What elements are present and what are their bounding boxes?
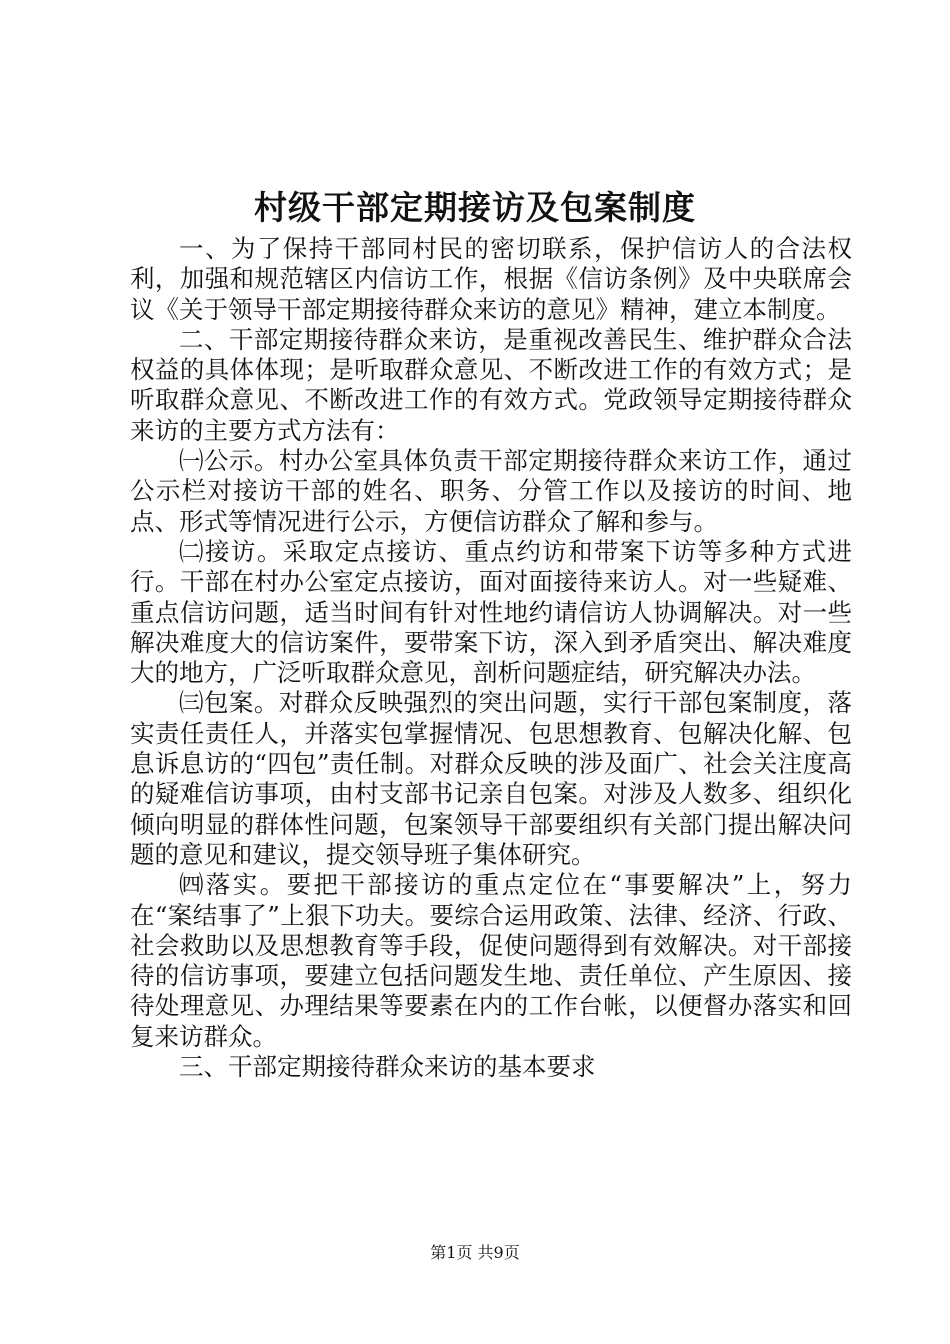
paragraph-7: 三、干部定期接待群众来访的基本要求 xyxy=(179,1052,596,1082)
paragraph-5: ㈢包案。对群众反映强烈的突出问题，实行干部包案制度，落实责任责任人，并落实包掌握情况、包思想教育、包解决化解、包息诉息访的“四包”责任制。对群众反映的涉及面广、社会关注度高的疑难信访事项，由村支部书记亲自包案。对涉及人数多、组织化倾向明显的群体性问题，包案领导干部要组织有关部门提出解决问题的意见和建议，提交领导班子集体研究。 xyxy=(130,688,852,869)
page-footer: 第1页 共9页 xyxy=(430,1243,520,1262)
document-title: 村级干部定期接访及包案制度 xyxy=(254,188,696,227)
paragraph-1: 一、为了保持干部同村民的密切联系，保护信访人的合法权利，加强和规范辖区内信访工作，根据《信访条例》及中央联席会议《关于领导干部定期接待群众来访的意见》精神，建立本制度。 xyxy=(130,234,852,324)
paragraph-2: 二、干部定期接待群众来访，是重视改善民生、维护群众合法权益的具体体现；是听取群众意见、不断改进工作的有效方式；是听取群众意见、不断改进工作的有效方式。党政领导定期接待群众来访的主要方式方法有： xyxy=(130,324,852,445)
paragraph-4: ㈡接访。采取定点接访、重点约访和带案下访等多种方式进行。干部在村办公室定点接访，面对面接待来访人。对一些疑难、重点信访问题，适当时间有针对性地约请信访人协调解决。对一些解决难度大的信访案件，要带案下访，深入到矛盾突出、解决难度大的地方，广泛听取群众意见，剖析问题症结，研究解决办法。 xyxy=(130,536,852,688)
paragraph-3: ㈠公示。村办公室具体负责干部定期接待群众来访工作，通过公示栏对接访干部的姓名、职务、分管工作以及接访的时间、地点、形式等情况进行公示，方便信访群众了解和参与。 xyxy=(130,446,852,536)
paragraph-6: ㈣落实。要把干部接访的重点定位在“事要解决”上，努力在“案结事了”上狠下功夫。要综合运用政策、法律、经济、行政、社会救助以及思想教育等手段，促使问题得到有效解决。对干部接待的信访事项，要建立包括问题发生地、责任单位、产生原因、接待处理意见、办理结果等要素在内的工作台帐，以便督办落实和回复来访群众。 xyxy=(130,870,852,1051)
document-body xyxy=(130,234,852,1082)
